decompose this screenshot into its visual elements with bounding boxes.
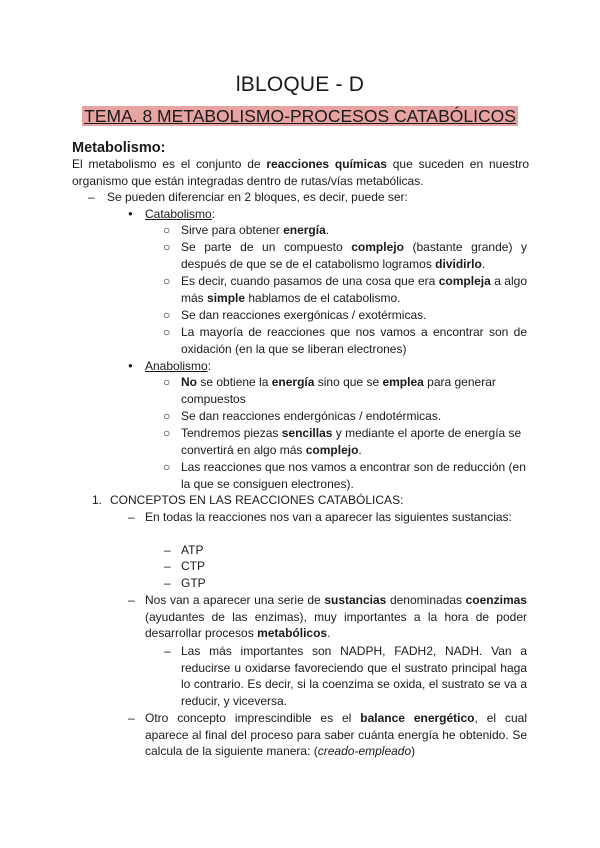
circle-marker: ○	[163, 375, 171, 389]
topic-title-highlight: TEMA. 8 METABOLISMO-PROCESOS CATABÓLICOS	[84, 106, 516, 126]
bullet-marker: ●	[128, 361, 133, 370]
dash-marker: –	[88, 190, 95, 204]
concept-item-1: En todas la reacciones nos van a aparecer las siguientes sustancias:	[145, 510, 512, 524]
anabolismo-item-3: Tendremos piezas sencillas y mediante el aporte de energía se convertirá en algo más complejo.	[181, 426, 522, 457]
dash-marker: –	[164, 559, 171, 573]
catabolismo-heading: Catabolismo:	[145, 207, 216, 221]
circle-marker: ○	[163, 308, 171, 322]
concept-item-3: Otro concepto imprescindible es el balance energético, el cual aparece al final del proceso para saber cuánta energía he obtenido. Se calcula de la siguiente manera: (creado-empleado)	[145, 711, 527, 758]
anabolismo-item-2: Se dan reacciones endergónicas / endotérmicas.	[181, 409, 442, 423]
section-heading: Metabolismo:	[72, 140, 166, 156]
intro-paragraph: El metabolismo es el conjunto de reacciones químicas que suceden en nuestro organismo que están integradas dentro de rutas/vías metabólicas.	[72, 157, 529, 188]
page-title: lBLOQUE - D	[235, 73, 365, 96]
coenzyme-detail: Las más importantes son NADPH, FADH2, NADH. Van a reducirse u oxidarse favoreciendo que el sustrato principal haga lo contrario. Es decir, si la coenzima se oxida, el sustrato se va a reducir, y viceversa.	[181, 644, 527, 708]
concept-item-2: Nos van a aparecer una serie de sustancias denominadas coenzimas (ayudantes de las enzimas), muy importantes a la hora de poder desarrollar procesos metabólicos.	[145, 593, 527, 640]
catabolismo-item-1: Sirve para obtener energía.	[181, 223, 330, 237]
dash-marker: –	[128, 593, 135, 607]
circle-marker: ○	[163, 426, 171, 440]
catabolismo-item-5: La mayoría de reacciones que nos vamos a encontrar son de oxidación (en la que se liberan electrones)	[181, 325, 527, 356]
dash-marker: –	[164, 644, 171, 658]
dash-item-blocks: Se pueden diferenciar en 2 bloques, es decir, puede ser:	[107, 190, 408, 204]
bullet-marker: ●	[128, 209, 133, 218]
anabolismo-heading: Anabolismo:	[145, 359, 212, 373]
substance-item: CTP	[181, 559, 205, 573]
circle-marker: ○	[163, 460, 171, 474]
dash-marker: –	[128, 711, 135, 725]
list-number: 1.	[92, 493, 103, 507]
topic-title	[80, 104, 520, 128]
dash-marker: –	[164, 543, 171, 557]
anabolismo-item-1: No se obtiene la energía sino que se emplea para generar compuestos	[181, 375, 496, 406]
catabolismo-item-2: Se parte de un compuesto complejo (bastante grande) y después de que se de el catabolismo logramos dividirlo.	[181, 240, 527, 271]
section-concepts-heading: CONCEPTOS EN LAS REACCIONES CATABÓLICAS:	[110, 493, 404, 507]
circle-marker: ○	[163, 409, 171, 423]
substance-item: GTP	[181, 576, 206, 590]
catabolismo-item-3: Es decir, cuando pasamos de una cosa que era compleja a algo más simple hablamos de el catabolismo.	[181, 274, 527, 305]
anabolismo-item-4: Las reacciones que nos vamos a encontrar son de reducción (en la que se consiguen electrones).	[181, 460, 526, 491]
circle-marker: ○	[163, 274, 171, 288]
substance-item: ATP	[181, 543, 204, 557]
dash-marker: –	[128, 510, 135, 524]
catabolismo-item-4: Se dan reacciones exergónicas / exotérmicas.	[181, 308, 427, 322]
circle-marker: ○	[163, 223, 171, 237]
dash-marker: –	[164, 576, 171, 590]
circle-marker: ○	[163, 325, 171, 339]
circle-marker: ○	[163, 240, 171, 254]
